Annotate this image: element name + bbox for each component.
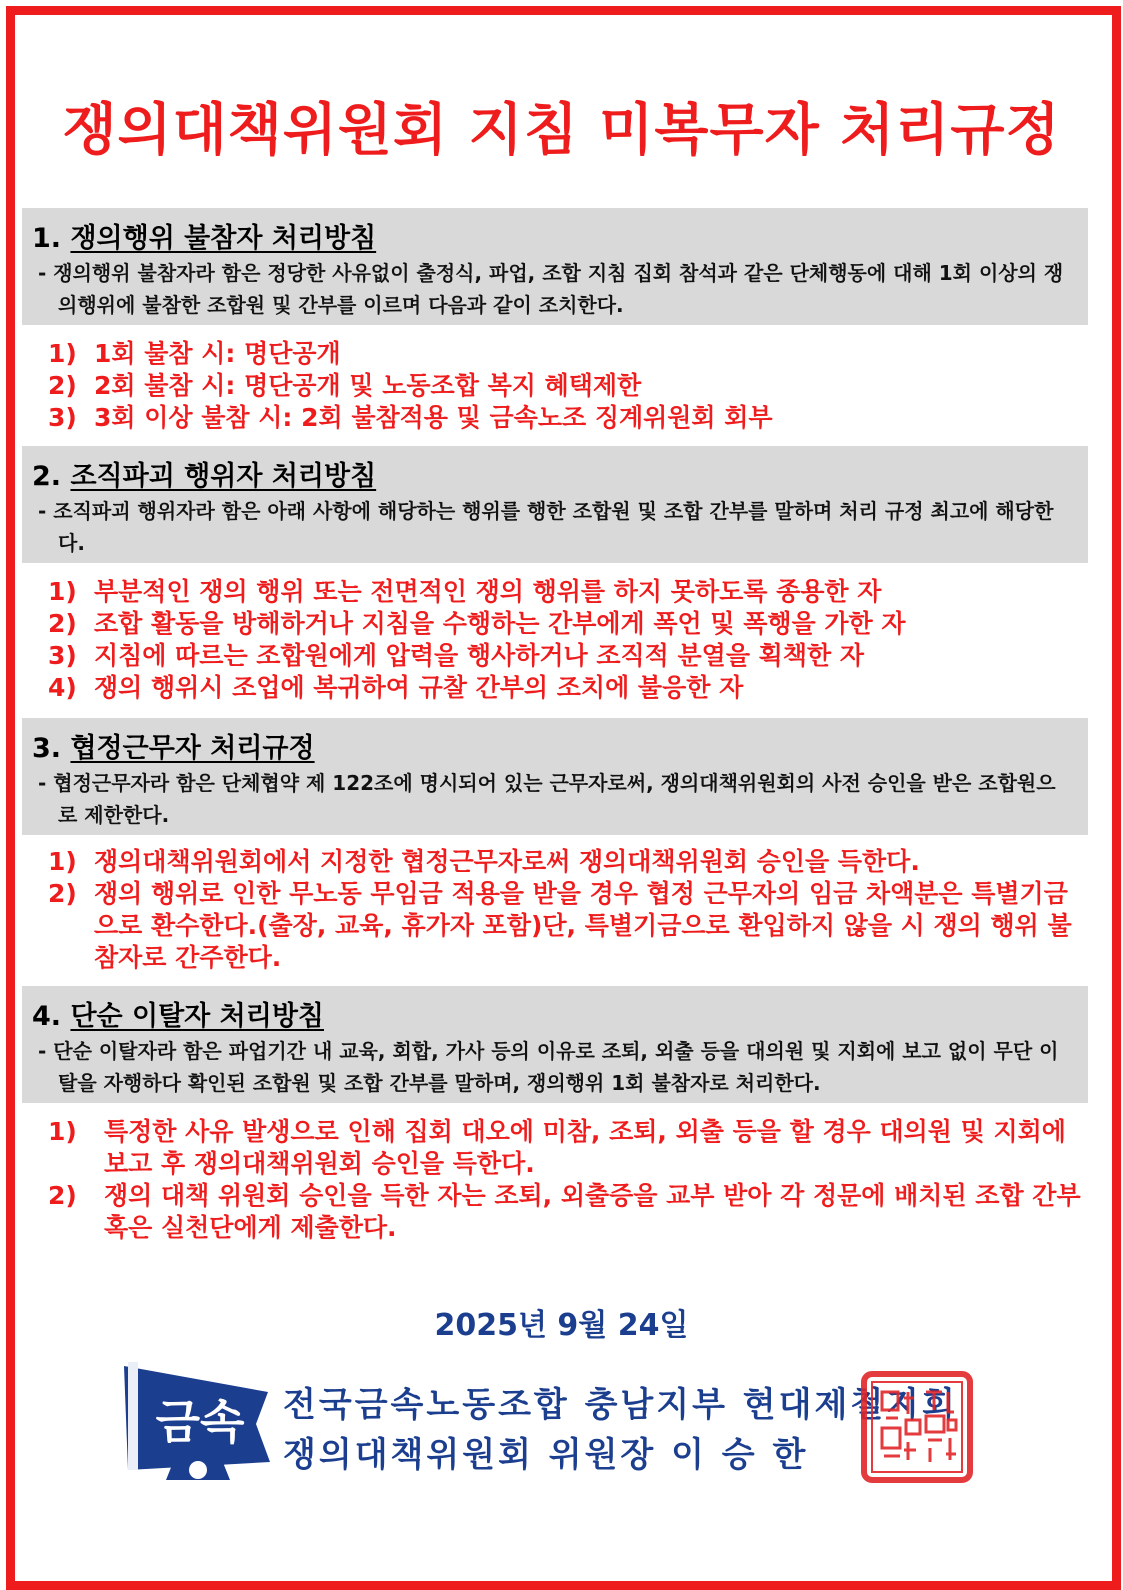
list-item: 2) 쟁의 행위로 인한 무노동 무임금 적용을 받을 경우 협정 근무자의 임금 차액분은 특별기금으로 환수한다.(출장, 교육, 휴가자 포함)단, 특별기금으로 환입하지 않을 시 쟁의 행위 불참자로 간주한다. (48, 879, 1072, 972)
section-1-description: - 쟁의행위 불참자라 함은 정당한 사유없이 출정식, 파업, 조합 지침 집회 참석과 같은 단체행동에 대해 1회 이상의 쟁의행위에 불참한 조합원 및 간부를 이르며 다음과 같이 조치한다. (38, 261, 1064, 317)
signature-block (283, 1380, 958, 1480)
list-item: 1) 특정한 사유 발생으로 인해 집회 대오에 미참, 조퇴, 외출 등을 할 경우 대의원 및 지회에 보고 후 쟁의대책위원회 승인을 득한다. (48, 1117, 1066, 1178)
section-3-heading (22, 718, 1088, 765)
section-1-title: 쟁의행위 불참자 처리방침 (70, 223, 377, 254)
list-item: 2) 조합 활동을 방해하거나 지침을 수행하는 간부에게 폭언 및 폭행을 가한 자 (48, 609, 906, 638)
section-3-title: 협정근무자 처리규정 (70, 733, 315, 764)
list-item: 1) 쟁의대책위원회에서 지정한 협정근무자로써 쟁의대책위원회 승인을 득한다. (48, 847, 920, 876)
section-1-number: 1. (32, 223, 62, 254)
section-4-number: 4. (32, 1001, 62, 1032)
list-item: 3) 지침에 따르는 조합원에게 압력을 행사하거나 조직적 분열을 획책한 자 (48, 641, 864, 670)
list-item: 4) 쟁의 행위시 조업에 복귀하여 규찰 간부의 조치에 불응한 자 (48, 673, 744, 702)
section-2-list (48, 576, 1088, 704)
section-4-title: 단순 이탈자 처리방침 (70, 1001, 324, 1032)
section-3-header (22, 718, 1088, 835)
section-3-list (48, 846, 1088, 974)
section-1-heading (22, 208, 1088, 255)
section-2-header (22, 446, 1088, 563)
document-date: 2025년 9월 24일 (434, 1308, 689, 1343)
list-item: 2) 쟁의 대책 위원회 승인을 득한 자는 조퇴, 외출증을 교부 받아 각 정문에 배치된 조합 간부 혹은 실천단에게 제출한다. (48, 1181, 1081, 1242)
section-1-header (22, 208, 1088, 325)
section-3-description: - 협정근무자라 함은 단체협약 제 122조에 명시되어 있는 근무자로써, 쟁의대책위원회의 사전 승인을 받은 조합원으로 제한한다. (38, 771, 1056, 827)
document-title: 쟁의대책위원회 지침 미복무자 처리규정 (62, 98, 1061, 163)
list-item: 1) 1회 불참 시: 명단공개 (48, 339, 341, 368)
section-2-title: 조직파괴 행위자 처리방침 (70, 461, 377, 492)
section-2-heading (22, 446, 1088, 493)
union-flag-logo (118, 1358, 278, 1488)
official-seal-stamp (858, 1368, 976, 1486)
list-item: 2) 2회 불참 시: 명단공개 및 노동조합 복지 혜택제한 (48, 371, 642, 400)
list-item: 3) 3회 이상 불참 시: 2회 불참적용 및 금속노조 징계위원회 회부 (48, 403, 773, 432)
section-4-list (48, 1116, 1088, 1244)
section-2-number: 2. (32, 461, 62, 492)
section-1-list (48, 338, 1088, 434)
list-item: 1) 부분적인 쟁의 행위 또는 전면적인 쟁의 행위를 하지 못하도록 종용한 자 (48, 577, 882, 606)
signature-organization: 전국금속노동조합 충남지부 현대제철지회 (283, 1385, 958, 1425)
section-4-heading (22, 986, 1088, 1033)
section-2-description: - 조직파괴 행위자라 함은 아래 사항에 해당하는 행위를 행한 조합원 및 조합 간부를 말하며 처리 규정 최고에 해당한다. (38, 499, 1054, 555)
logo-text: 금속 (155, 1395, 245, 1449)
section-3-number: 3. (32, 733, 62, 764)
section-4-description: - 단순 이탈자라 함은 파업기간 내 교육, 회합, 가사 등의 이유로 조퇴, 외출 등을 대의원 및 지회에 보고 없이 무단 이탈을 자행하다 확인된 조합원 및 조합 간부를 말하며, 쟁의행위 1회 불참자로 처리한다. (38, 1039, 1059, 1095)
section-4-header (22, 986, 1088, 1103)
signature-chairman: 쟁의대책위원회 위원장 이 승 한 (283, 1435, 809, 1475)
